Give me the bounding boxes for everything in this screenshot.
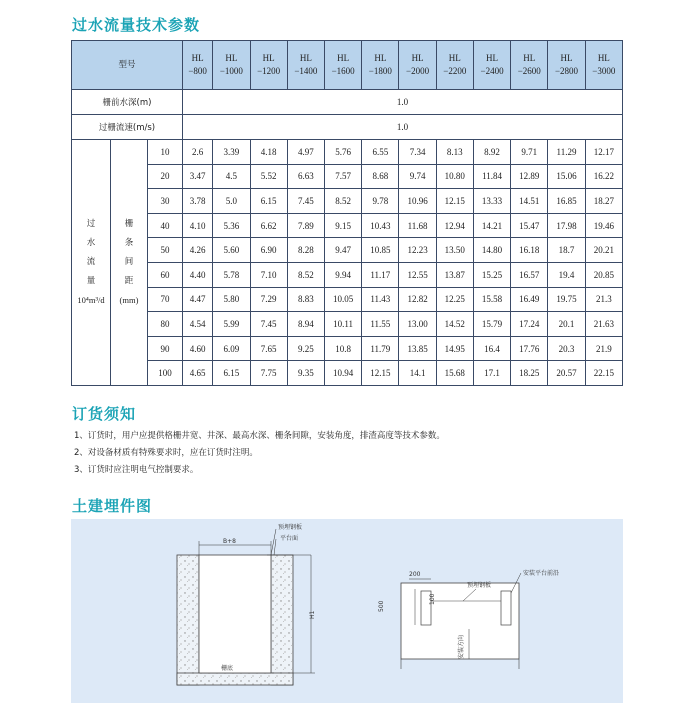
flow-value-cell: 9.71 [511, 140, 548, 165]
flow-value-cell: 10.94 [324, 361, 361, 386]
flow-value-cell: 16.18 [511, 238, 548, 263]
spacing-value: 100 [148, 361, 183, 386]
model-size: −1000 [219, 66, 243, 76]
order-note: 1、订货时，用户应提供格栅井宽、井深、最高水深、栅条间隙，安装角度，排渣高度等技术参数。 [74, 431, 445, 441]
model-series: HL [597, 53, 610, 63]
order-notes [74, 428, 445, 479]
flow-value-cell: 7.29 [250, 287, 287, 312]
flow-value-cell: 21.3 [585, 287, 622, 312]
flow-value-cell: 16.4 [473, 336, 510, 361]
flow-value-cell: 9.35 [287, 361, 324, 386]
model-header-cell [287, 41, 324, 90]
flow-value-cell: 12.94 [436, 213, 473, 238]
flow-value-cell: 18.27 [585, 189, 622, 214]
flow-value-cell: 5.80 [213, 287, 250, 312]
flow-value-cell: 6.15 [213, 361, 250, 386]
civil-section-title: 土建埋件图 [72, 497, 153, 515]
flow-value-cell: 19.75 [548, 287, 585, 312]
water-depth-label: 栅前水深(m) [72, 90, 183, 115]
flow-value-cell: 9.25 [287, 336, 324, 361]
plan-embed-plate-label: 预埋钢板 [467, 582, 492, 589]
flow-label-part: 过 [86, 218, 96, 229]
flow-value-cell: 12.17 [585, 140, 622, 165]
flow-value-cell: 16.85 [548, 189, 585, 214]
water-depth-value: 1.0 [183, 90, 623, 115]
flow-value-cell: 9.15 [324, 213, 361, 238]
flow-label [72, 140, 111, 386]
right-embed-plate [501, 591, 511, 625]
flow-value-cell: 13.33 [473, 189, 510, 214]
model-size: −2000 [406, 66, 430, 76]
model-series: HL [523, 53, 536, 63]
install-direction-label: 安装方向 [458, 634, 465, 659]
flow-value-cell: 4.5 [213, 164, 250, 189]
spacing-value: 30 [148, 189, 183, 214]
model-header-cell [511, 41, 548, 90]
flow-value-cell: 8.83 [287, 287, 324, 312]
flow-value-cell: 3.78 [183, 189, 213, 214]
table-row [72, 312, 623, 337]
flow-value-cell: 15.06 [548, 164, 585, 189]
flow-label-part: 量 [86, 275, 96, 286]
drawing-svg [71, 519, 623, 703]
flow-value-cell: 15.68 [436, 361, 473, 386]
channel-floor [177, 673, 293, 685]
flow-value-cell: 12.89 [511, 164, 548, 189]
flow-value-cell: 3.39 [213, 140, 250, 165]
flow-value-cell: 6.90 [250, 238, 287, 263]
technical-parameter-table [71, 40, 623, 386]
flow-value-cell: 14.52 [436, 312, 473, 337]
model-size: −1200 [257, 66, 281, 76]
table-row [72, 189, 623, 214]
spacing-label-part: 间 [124, 256, 134, 267]
flow-value-cell: 8.28 [287, 238, 324, 263]
flow-value-cell: 22.15 [585, 361, 622, 386]
width-dimension: B+8 [223, 538, 236, 545]
spec-section-title: 过水流量技术参数 [72, 16, 201, 34]
water-depth-row [72, 90, 623, 115]
flow-value-cell: 8.94 [287, 312, 324, 337]
plan-view-drawing [378, 569, 559, 669]
velocity-label: 过栅流速(m/s) [72, 115, 183, 140]
right-wall [271, 555, 293, 685]
flow-value-cell: 12.82 [399, 287, 436, 312]
flow-value-cell: 9.74 [399, 164, 436, 189]
model-series: HL [411, 53, 424, 63]
model-header-cell [548, 41, 585, 90]
flow-value-cell: 8.68 [362, 164, 399, 189]
flow-value-cell: 13.87 [436, 262, 473, 287]
velocity-row [72, 115, 623, 140]
flow-value-cell: 11.29 [548, 140, 585, 165]
model-size: −2600 [517, 66, 541, 76]
flow-value-cell: 12.55 [399, 262, 436, 287]
flow-value-cell: 7.65 [250, 336, 287, 361]
flow-value-cell: 11.68 [399, 213, 436, 238]
flow-value-cell: 10.11 [324, 312, 361, 337]
flow-value-cell: 7.57 [324, 164, 361, 189]
flow-value-cell: 8.52 [324, 189, 361, 214]
model-size: −3000 [592, 66, 616, 76]
flow-value-cell: 21.9 [585, 336, 622, 361]
flow-value-cell: 13.00 [399, 312, 436, 337]
model-size: −1400 [294, 66, 318, 76]
table-row [72, 361, 623, 386]
embed-plate-label: 预埋钢板 [278, 524, 303, 531]
flow-value-cell: 12.15 [362, 361, 399, 386]
flow-value-cell: 4.18 [250, 140, 287, 165]
spacing-label-part: 条 [124, 237, 134, 248]
flow-value-cell: 12.25 [436, 287, 473, 312]
model-series: HL [262, 53, 275, 63]
channel-section-drawing [177, 523, 316, 685]
table-row [72, 238, 623, 263]
flow-value-cell: 7.45 [250, 312, 287, 337]
dim-100: 100 [429, 593, 436, 605]
flow-value-cell: 7.75 [250, 361, 287, 386]
flow-value-cell: 14.51 [511, 189, 548, 214]
flow-value-cell: 21.63 [585, 312, 622, 337]
flow-value-cell: 18.25 [511, 361, 548, 386]
spacing-value: 10 [148, 140, 183, 165]
spacing-value: 40 [148, 213, 183, 238]
flow-value-cell: 19.46 [585, 213, 622, 238]
order-section-title: 订货须知 [72, 405, 137, 423]
spacing-value: 70 [148, 287, 183, 312]
dim-500: 500 [378, 600, 385, 612]
spacing-label-part: 栅 [124, 218, 134, 229]
flow-value-cell: 16.57 [511, 262, 548, 287]
model-series: HL [225, 53, 238, 63]
flow-value-cell: 17.24 [511, 312, 548, 337]
flow-value-cell: 9.47 [324, 238, 361, 263]
model-series: HL [337, 53, 350, 63]
flow-value-cell: 10.8 [324, 336, 361, 361]
order-note: 2、对设备材质有特殊要求时，应在订货时注明。 [74, 448, 258, 458]
flow-value-cell: 10.96 [399, 189, 436, 214]
model-series: HL [560, 53, 573, 63]
flow-value-cell: 14.21 [473, 213, 510, 238]
flow-value-cell: 6.63 [287, 164, 324, 189]
flow-value-cell: 4.60 [183, 336, 213, 361]
model-size: −1600 [331, 66, 355, 76]
flow-value-cell: 15.58 [473, 287, 510, 312]
model-series: HL [191, 53, 204, 63]
flow-value-cell: 20.3 [548, 336, 585, 361]
model-header-cell [250, 41, 287, 90]
flow-value-cell: 5.60 [213, 238, 250, 263]
spacing-value: 90 [148, 336, 183, 361]
flow-value-cell: 17.76 [511, 336, 548, 361]
left-wall [177, 555, 199, 685]
model-size: −2800 [554, 66, 579, 76]
table-row [72, 164, 623, 189]
flow-value-cell: 9.94 [324, 262, 361, 287]
flow-value-cell: 20.1 [548, 312, 585, 337]
flow-value-cell: 6.09 [213, 336, 250, 361]
flow-value-cell: 18.7 [548, 238, 585, 263]
flow-value-cell: 7.10 [250, 262, 287, 287]
flow-value-cell: 20.21 [585, 238, 622, 263]
flow-value-cell: 16.49 [511, 287, 548, 312]
flow-value-cell: 14.80 [473, 238, 510, 263]
flow-value-cell: 8.13 [436, 140, 473, 165]
spacing-value: 50 [148, 238, 183, 263]
spacing-label-part: (mm) [119, 294, 139, 305]
flow-value-cell: 15.25 [473, 262, 510, 287]
flow-value-cell: 20.85 [585, 262, 622, 287]
spacing-label-part: 距 [124, 275, 134, 286]
flow-value-cell: 5.99 [213, 312, 250, 337]
height-dimension: H1 [309, 610, 316, 619]
platform-edge-label: 安装平台前沿 [523, 570, 560, 577]
flow-value-cell: 7.34 [399, 140, 436, 165]
flow-value-cell: 15.47 [511, 213, 548, 238]
flow-value-cell: 10.05 [324, 287, 361, 312]
order-note: 3、订货时应注明电气控制要求。 [74, 465, 199, 475]
flow-value-cell: 5.36 [213, 213, 250, 238]
flow-value-cell: 4.54 [183, 312, 213, 337]
flow-value-cell: 17.1 [473, 361, 510, 386]
model-header-cell [399, 41, 436, 90]
grate-bottom-label: 栅底 [221, 665, 234, 672]
flow-value-cell: 5.78 [213, 262, 250, 287]
flow-value-cell: 4.65 [183, 361, 213, 386]
model-header-cell [324, 41, 361, 90]
flow-value-cell: 4.40 [183, 262, 213, 287]
flow-label-part: 流 [86, 256, 96, 267]
flow-value-cell: 6.62 [250, 213, 287, 238]
model-size: −2200 [443, 66, 467, 76]
velocity-value: 1.0 [183, 115, 623, 140]
flow-value-cell: 11.43 [362, 287, 399, 312]
platform-label: 平台面 [280, 535, 299, 542]
flow-value-cell: 4.97 [287, 140, 324, 165]
flow-value-cell: 5.0 [213, 189, 250, 214]
flow-value-cell: 11.55 [362, 312, 399, 337]
model-header-cell [473, 41, 510, 90]
flow-value-cell: 5.76 [324, 140, 361, 165]
channel-opening [199, 555, 271, 673]
flow-value-cell: 11.84 [473, 164, 510, 189]
flow-value-cell: 4.47 [183, 287, 213, 312]
flow-value-cell: 17.98 [548, 213, 585, 238]
model-header-cell [183, 41, 213, 90]
flow-value-cell: 14.1 [399, 361, 436, 386]
model-header-cell [213, 41, 250, 90]
flow-value-cell: 4.26 [183, 238, 213, 263]
table-header-row [72, 41, 623, 90]
flow-label-part: 10⁴m³/d [77, 294, 105, 305]
flow-value-cell: 11.79 [362, 336, 399, 361]
model-series: HL [374, 53, 387, 63]
table-row [72, 140, 623, 165]
flow-value-cell: 13.50 [436, 238, 473, 263]
flow-value-cell: 10.80 [436, 164, 473, 189]
flow-value-cell: 13.85 [399, 336, 436, 361]
flow-label-part: 水 [86, 237, 96, 248]
flow-value-cell: 8.92 [473, 140, 510, 165]
civil-embedded-drawing [71, 519, 623, 703]
flow-value-cell: 3.47 [183, 164, 213, 189]
spacing-value: 80 [148, 312, 183, 337]
flow-value-cell: 9.78 [362, 189, 399, 214]
model-series: HL [299, 53, 312, 63]
model-label: 型号 [72, 41, 183, 90]
flow-value-cell: 6.55 [362, 140, 399, 165]
flow-value-cell: 6.15 [250, 189, 287, 214]
dim-200: 200 [409, 571, 421, 578]
flow-value-cell: 7.45 [287, 189, 324, 214]
flow-value-cell: 15.79 [473, 312, 510, 337]
flow-value-cell: 5.52 [250, 164, 287, 189]
table-row [72, 262, 623, 287]
flow-value-cell: 16.22 [585, 164, 622, 189]
model-size: −1800 [368, 66, 392, 76]
flow-value-cell: 19.4 [548, 262, 585, 287]
flow-value-cell: 14.95 [436, 336, 473, 361]
model-header-cell [585, 41, 622, 90]
spacing-label [111, 140, 148, 386]
flow-value-cell: 11.17 [362, 262, 399, 287]
flow-value-cell: 7.89 [287, 213, 324, 238]
model-header-cell [436, 41, 473, 90]
table-row [72, 336, 623, 361]
flow-value-cell: 12.15 [436, 189, 473, 214]
spacing-value: 20 [148, 164, 183, 189]
flow-value-cell: 10.43 [362, 213, 399, 238]
model-header-cell [362, 41, 399, 90]
flow-value-cell: 4.10 [183, 213, 213, 238]
flow-value-cell: 10.85 [362, 238, 399, 263]
model-size: −2400 [480, 66, 504, 76]
model-size: −800 [188, 66, 207, 76]
flow-value-cell: 20.57 [548, 361, 585, 386]
model-series: HL [448, 53, 461, 63]
table-row [72, 213, 623, 238]
flow-value-cell: 12.23 [399, 238, 436, 263]
flow-value-cell: 2.6 [183, 140, 213, 165]
table-row [72, 287, 623, 312]
flow-value-cell: 8.52 [287, 262, 324, 287]
model-series: HL [486, 53, 499, 63]
spacing-value: 60 [148, 262, 183, 287]
